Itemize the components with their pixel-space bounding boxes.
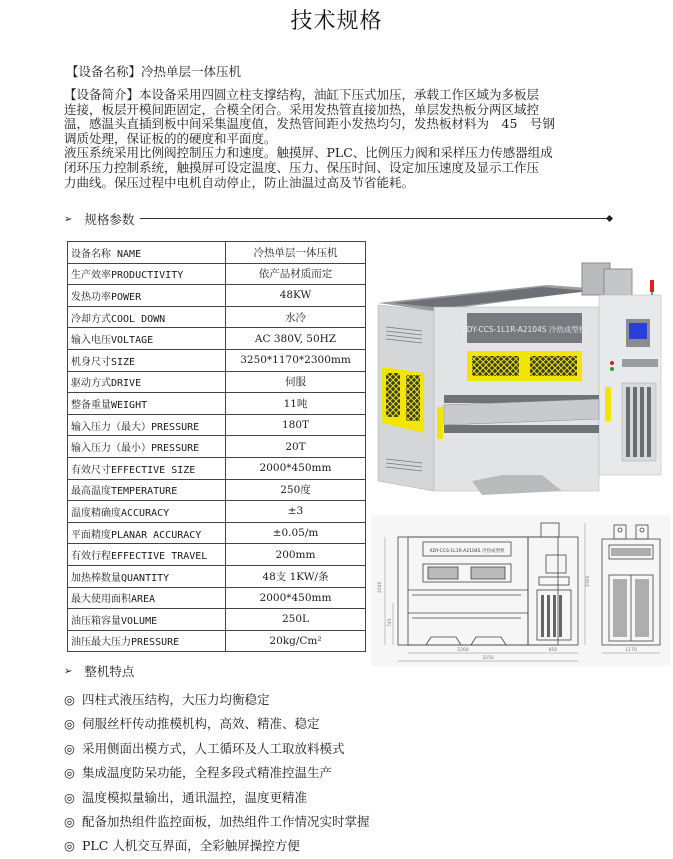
feature-text: 伺服丝杆传动推模机构，高效、精准、稳定 xyxy=(82,716,320,732)
drawing-nameplate: XDY-CCS-1L1R-A2104S 冷热成型机 xyxy=(429,549,505,554)
spec-value: 2000*450mm xyxy=(226,457,366,479)
feature-text: 集成温度防呆功能，全程多段式精准控温生产 xyxy=(82,765,333,781)
feature-text: 采用侧面出模方式，人工循环及人工取放料模式 xyxy=(82,740,345,756)
section-divider-line xyxy=(140,218,610,219)
machine-photo xyxy=(372,245,667,500)
arrow-icon: ➢ xyxy=(64,213,73,225)
spec-heading-text: 规格参数 xyxy=(84,212,135,227)
spec-section-heading xyxy=(64,210,134,228)
bullet-icon: ◎ xyxy=(64,716,75,732)
dim-height-right: 2300 xyxy=(586,575,591,587)
bullet-icon: ◎ xyxy=(64,813,75,829)
intro-line: 温，感温头直插到板中间采集温度值，发热管间距小发热均匀，发热板材料为 45 号钢 xyxy=(64,116,555,132)
spec-value: 250L xyxy=(226,609,366,631)
spec-key: 机身尺寸SIZE xyxy=(68,349,226,371)
spec-value: 48支 1KW/条 xyxy=(226,565,366,587)
bullet-icon: ◎ xyxy=(64,789,75,805)
spec-key: 发热功率POWER xyxy=(68,285,226,307)
list-item xyxy=(64,810,370,834)
table-row xyxy=(68,263,366,285)
features-list xyxy=(64,688,370,859)
spec-value: 3250*1170*2300mm xyxy=(226,349,366,371)
spec-key: 输入电压VOLTAGE xyxy=(68,328,226,350)
list-item xyxy=(64,834,370,858)
table-row xyxy=(68,349,366,371)
feature-text: PLC 人机交互界面，全彩触屏操控方便 xyxy=(82,838,300,854)
spec-value: AC 380V, 50HZ xyxy=(226,328,366,350)
page-title: 技术规格 xyxy=(290,9,383,34)
spec-value: 180T xyxy=(226,414,366,436)
equipment-intro-label: 【设备简介】 xyxy=(64,87,140,102)
table-row xyxy=(68,436,366,458)
spec-key: 整备重量WEIGHT xyxy=(68,393,226,415)
spec-key: 输入压力（最小）PRESSURE xyxy=(68,436,226,458)
feature-text: 温度模拟量输出，通讯温控，温度更精准 xyxy=(82,789,308,805)
spec-key: 设备名称 NAME xyxy=(68,242,226,264)
table-row xyxy=(68,371,366,393)
spec-key: 温度精确度ACCURACY xyxy=(68,501,226,523)
list-item xyxy=(64,737,370,761)
spec-value: 2000*450mm xyxy=(226,587,366,609)
equipment-name-value: 冷热单层一体压机 xyxy=(141,64,242,79)
table-row xyxy=(68,609,366,631)
spec-value: ±0.05/m xyxy=(226,522,366,544)
table-row xyxy=(68,242,366,264)
features-heading-text: 整机特点 xyxy=(84,664,135,679)
spec-key: 油压箱容量VOLUME xyxy=(68,609,226,631)
bullet-icon: ◎ xyxy=(64,838,75,854)
spec-value: 48KW xyxy=(226,285,366,307)
diamond-icon xyxy=(606,215,613,222)
table-row xyxy=(68,501,366,523)
spec-value: 11吨 xyxy=(226,393,366,415)
table-row xyxy=(68,565,366,587)
table-row xyxy=(68,479,366,501)
spec-key: 生产效率PRODUCTIVITY xyxy=(68,263,226,285)
dim-height-left: 2040 xyxy=(378,581,383,593)
table-row xyxy=(68,522,366,544)
intro-line: 连接，板层开模间距固定，合模全闭合。采用发热管直接加热，单层发热板分两区域控 xyxy=(64,101,540,117)
bullet-icon: ◎ xyxy=(64,740,75,756)
spec-value: 依产品材质而定 xyxy=(226,263,366,285)
table-row xyxy=(68,393,366,415)
equipment-name xyxy=(66,62,241,80)
table-row xyxy=(68,285,366,307)
intro-line: 液压系统采用比例阀控制压力和速度。触摸屏、PLC、比例压力阀和采样压力传感器组成 xyxy=(64,145,553,161)
spec-value: 水冷 xyxy=(226,306,366,328)
feature-text: 四柱式液压结构，大压力均衡稳定 xyxy=(82,692,270,707)
list-item xyxy=(64,688,370,712)
spec-value: 伺服 xyxy=(226,371,366,393)
bullet-icon: ◎ xyxy=(64,692,75,707)
spec-value: 20T xyxy=(226,436,366,458)
machine-nameplate: XDY-CCS-1L1R-A2104S 冷热成型机 xyxy=(461,325,587,334)
spec-value: 20kg/Cm² xyxy=(226,630,366,652)
equipment-intro xyxy=(64,88,604,190)
table-row xyxy=(68,587,366,609)
spec-key: 有效尺寸EFFECTIVE SIZE xyxy=(68,457,226,479)
spec-table xyxy=(67,241,366,652)
table-row xyxy=(68,630,366,652)
intro-line: 本设备采用四圆立柱支撑结构，油缸下压式加压，承载工作区域为多板层 xyxy=(139,87,540,102)
intro-line: 调质处理，保证板的的硬度和平面度。 xyxy=(64,130,277,146)
intro-line: 力曲线。保压过程中电机自动停止，防止油温过高及节省能耗。 xyxy=(64,174,415,190)
dim-width-total: 3250 xyxy=(482,656,494,661)
spec-value: 250度 xyxy=(226,479,366,501)
list-item xyxy=(64,712,370,736)
intro-line: 闭环压力控制系统，触摸屏可设定温度、压力、保压时间、设定加压速度及显示工作压 xyxy=(64,159,540,175)
table-row xyxy=(68,414,366,436)
spec-key: 有效行程EFFECTIVE TRAVEL xyxy=(68,544,226,566)
table-row xyxy=(68,457,366,479)
feature-text: 配备加热组件监控面板，加热组件工作情况实时掌握 xyxy=(82,813,370,829)
spec-key: 最大使用面积AREA xyxy=(68,587,226,609)
spec-key: 输入压力（最大）PRESSURE xyxy=(68,414,226,436)
spec-value: 200mm xyxy=(226,544,366,566)
list-item xyxy=(64,786,370,810)
table-row xyxy=(68,544,366,566)
dim-height-table: 745 xyxy=(388,618,393,627)
spec-value: ±3 xyxy=(226,501,366,523)
dim-depth: 1170 xyxy=(625,648,637,653)
spec-value: 冷热单层一体压机 xyxy=(226,242,366,264)
spec-key: 油压最大压力PRESSURE xyxy=(68,630,226,652)
dim-width-main: 2200 xyxy=(457,648,469,653)
bullet-icon: ◎ xyxy=(64,765,75,781)
spec-key: 冷却方式COOL DOWN xyxy=(68,306,226,328)
spec-key: 最高温度TEMPERATURE xyxy=(68,479,226,501)
list-item xyxy=(64,761,370,785)
equipment-name-label: 【设备名称】 xyxy=(66,64,142,79)
machine-technical-drawing xyxy=(371,515,670,666)
spec-key: 驱动方式DRIVE xyxy=(68,371,226,393)
arrow-icon: ➢ xyxy=(64,665,73,677)
dim-width-cabinet: 850 xyxy=(548,648,558,653)
spec-key: 加热棒数量QUANTITY xyxy=(68,565,226,587)
table-row xyxy=(68,306,366,328)
table-row xyxy=(68,328,366,350)
spec-key: 平面精度PLANAR ACCURACY xyxy=(68,522,226,544)
features-section-heading xyxy=(64,662,134,680)
